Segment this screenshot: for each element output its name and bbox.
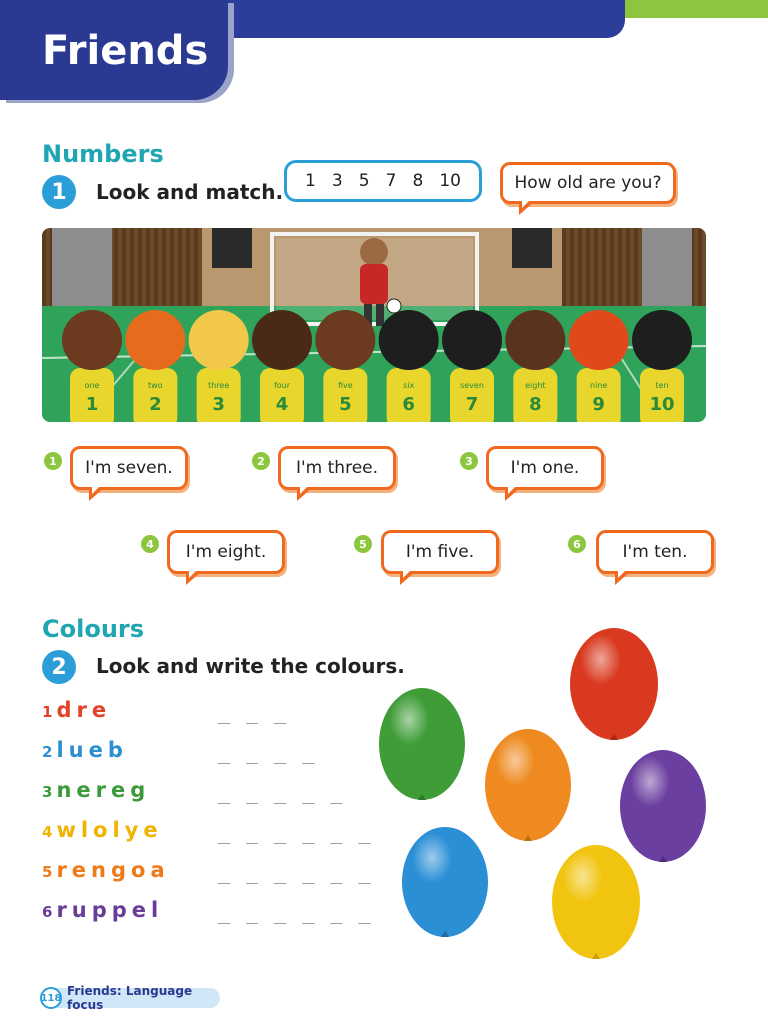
answer-blank[interactable]: _ _ _ _ _ _: [218, 820, 373, 844]
shirt-number: 6: [402, 394, 415, 415]
shirt-word: seven: [460, 381, 484, 390]
shirt-word: eight: [525, 381, 546, 390]
number-box-item: 10: [439, 171, 461, 191]
shirt-word: nine: [590, 381, 608, 390]
speech-bubble-text: I'm one.: [510, 458, 580, 478]
balloon-yellow: [552, 845, 640, 959]
exercise-2-instruction: Look and write the colours.: [96, 654, 405, 678]
shirt-number: 8: [529, 394, 542, 415]
scrambled-word: nereg: [56, 778, 151, 802]
speech-bubble: [596, 530, 714, 574]
balloon-blue: [402, 827, 488, 937]
answer-blank[interactable]: _ _ _ _ _ _: [218, 900, 373, 924]
footer-text: Friends: Language focus: [67, 984, 193, 1012]
shirt-word: one: [84, 381, 100, 390]
balloons-illustration: [370, 622, 720, 972]
word-item: [42, 698, 111, 726]
speech-bubble-text: I'm eight.: [185, 542, 267, 562]
bubble-number: 1: [44, 452, 62, 470]
shirt-number: 5: [339, 394, 352, 415]
answer-blank[interactable]: _ _ _ _ _: [218, 780, 345, 804]
speech-bubble: [486, 446, 604, 490]
word-item: [42, 858, 170, 886]
scrambled-word: rengoa: [56, 858, 170, 882]
bubble-number: 4: [141, 535, 159, 553]
scrambled-word: lueb: [56, 738, 128, 762]
word-number: 3: [42, 783, 53, 801]
shirt-word: four: [273, 381, 291, 390]
speech-bubble-text: I'm five.: [405, 542, 475, 562]
page-number: 118: [40, 987, 62, 1009]
bubble-number: 5: [354, 535, 372, 553]
number-box-item: 5: [358, 171, 370, 191]
exercise-1-instruction: Look and match.: [96, 180, 284, 204]
number-box-item: 3: [331, 171, 343, 191]
word-item: [42, 898, 163, 926]
exercise-2-number: 2: [42, 650, 76, 684]
word-number: 6: [42, 903, 53, 921]
speech-bubble: [70, 446, 188, 490]
colours-section-title: Colours: [42, 615, 145, 643]
shirt-number: 4: [275, 394, 289, 415]
bubble-number: 2: [252, 452, 270, 470]
balloon-purple: [620, 750, 706, 862]
scrambled-word: wlolye: [56, 818, 163, 842]
word-number: 5: [42, 863, 53, 881]
word-number: 2: [42, 743, 53, 761]
word-item: [42, 818, 163, 846]
answer-blank[interactable]: _ _ _: [218, 700, 289, 724]
question-bubble-text: How old are you?: [514, 173, 662, 193]
answer-blank[interactable]: _ _ _ _ _ _: [218, 860, 373, 884]
bubble-number: 6: [568, 535, 586, 553]
shirt-word: three: [208, 381, 230, 390]
balloon-red: [570, 628, 658, 740]
word-item: [42, 778, 150, 806]
shirt-number: 10: [649, 394, 675, 415]
speech-bubble: [381, 530, 499, 574]
shirt-word: six: [403, 381, 415, 390]
speech-bubble-text: I'm seven.: [85, 458, 173, 478]
speech-bubble: [167, 530, 285, 574]
shirt-number: 2: [149, 394, 162, 415]
football-team-illustration: [42, 228, 706, 422]
page-title: Friends: [42, 28, 209, 74]
word-number: 1: [42, 703, 53, 721]
shirt-number: 9: [592, 394, 605, 415]
shirt-number: 3: [212, 394, 225, 415]
speech-bubble-text: I'm ten.: [622, 542, 688, 562]
word-item: [42, 738, 128, 766]
shirt-word: five: [337, 381, 353, 390]
scrambled-word: dre: [56, 698, 112, 722]
number-box-item: 7: [385, 171, 397, 191]
balloon-green: [379, 688, 465, 800]
balloon-orange: [485, 729, 571, 841]
bubble-number: 3: [460, 452, 478, 470]
shirt-number: 7: [465, 394, 479, 415]
speech-bubble-text: I'm three.: [295, 458, 379, 478]
exercise-1-number: 1: [42, 175, 76, 209]
word-number: 4: [42, 823, 53, 841]
shirt-word: ten: [655, 381, 669, 390]
scrambled-word: ruppel: [56, 898, 164, 922]
footer: [40, 984, 220, 1012]
number-box-item: 1: [305, 171, 316, 191]
shirt-word: two: [148, 381, 163, 390]
question-bubble: [500, 162, 676, 204]
shirt-number: 1: [85, 394, 99, 415]
number-box: [284, 160, 482, 202]
numbers-section-title: Numbers: [42, 140, 164, 168]
number-box-item: 8: [412, 171, 424, 191]
speech-bubble: [278, 446, 396, 490]
answer-blank[interactable]: _ _ _ _: [218, 740, 317, 764]
